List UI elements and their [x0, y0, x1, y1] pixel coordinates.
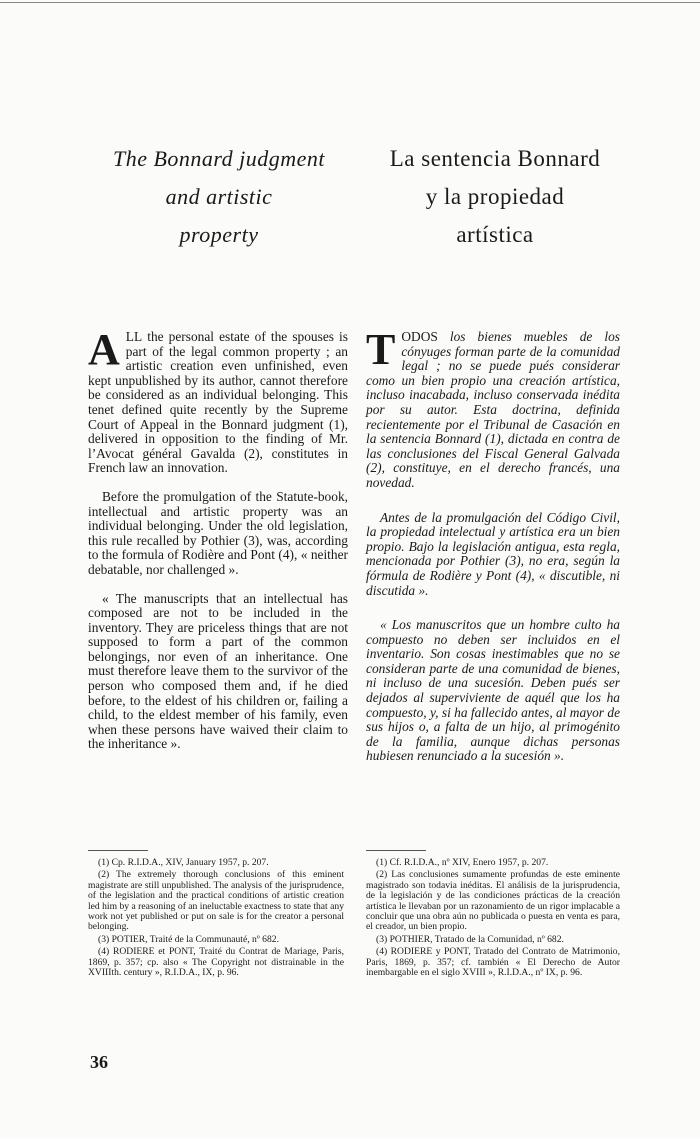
- english-footnote-4: (4) RODIERE et PONT, Traité du Contrat de Mariage, Paris, 1869, p. 357; cp. also « The Copyright not distrainable in the XVIIIth. century », R.I.D.A., IX, p. 96.: [88, 946, 344, 979]
- english-footnote-2: (2) The extremely thorough conclusions of this eminent magistrate are still unpublished. The analysis of the jurisprudence, of the legislation and the practical conditions of artistic creation led him by a reasoning of an ineluctable exactness to state that any work not yet published or put on sale is for the creator a personal belonging.: [88, 869, 344, 933]
- spanish-lead-word: ODOS: [401, 329, 438, 344]
- spanish-footnote-2: (2) Las conclusiones sumamente profundas de este eminente magistrado son todavia inéditas. El análisis de la jurisprudencia, de la legislación y de las condiciones prácticas de la creación artística le llevaban por un razonamiento de un rigor implacable a concluir que una obra aún no publicada o puesta en venta es para, el creador, un bien propio.: [366, 869, 620, 933]
- spanish-footnote-4: (4) RODIERE y PONT, Tratado del Contrato de Matrimonio, Paris, 1869, p. 357; cf. también « El Derecho de Autor inembargable en el siglo XVIII », R.I.D.A., nº IX, p. 96.: [366, 946, 620, 979]
- english-notes-rule: [88, 850, 148, 851]
- top-rule: [0, 2, 700, 3]
- english-title-line-1: The Bonnard judgment: [112, 146, 326, 171]
- spanish-column: [366, 325, 621, 778]
- spanish-footnote-3: (3) POTHIER, Tratado de la Comunidad, nº 682.: [376, 933, 564, 945]
- english-paragraph-2: Before the promulgation of the Statute-book, intellectual and artistic property was an individual belonging. Under the old legislation, this rule recalled by Pothier (3), was, according to the formula of Rodière and Pont (4), « neither debatable, nor challenged ».: [88, 488, 348, 577]
- english-title-line-3: property: [179, 222, 259, 247]
- spanish-paragraph-1: [366, 325, 620, 491]
- english-paragraph-1: [88, 325, 348, 476]
- english-footnote-3: (3) POTIER, Traité de la Communauté, nº 682.: [98, 933, 279, 945]
- spanish-footnote-1: (1) Cf. R.I.D.A., nº XIV, Enero 1957, p. 207.: [376, 857, 549, 868]
- spanish-title-line-2: y la propiedad: [425, 184, 565, 209]
- spanish-paragraph-2: Antes de la promulgación del Código Civil, la propiedad intelectual y artística era un bien propio. Bajo la legislación antigua, esta regla, mencionada por Pothier (3), no era, según la fórmula de Rodière y Pont (4), « discutible, ni discutida ».: [366, 509, 620, 598]
- spanish-title: [368, 140, 622, 254]
- spanish-footnotes: [366, 858, 620, 980]
- english-dropcap: A: [88, 325, 120, 374]
- english-footnotes: [88, 858, 344, 980]
- spanish-dropcap: T: [366, 325, 396, 374]
- english-paragraph-3: « The manuscripts that an intellectual has composed are not to be included in the inventory. They are priceless things that are not supposed to form a part of the common belongings, nor even of an inheritance. One must therefore leave them to the survivor of the person who composed them and, if he died before, to the eldest of his children or, failing a child, to the eldest member of his family, even when these persons have waived their claim to the inheritance ».: [88, 590, 348, 752]
- english-column: [88, 325, 348, 766]
- spanish-notes-rule: [366, 850, 426, 851]
- spanish-title-line-3: artística: [456, 222, 534, 247]
- english-footnote-1: (1) Cp. R.I.D.A., XIV, January 1957, p. 207.: [98, 857, 269, 868]
- english-title: [88, 140, 350, 254]
- english-paragraph-1-text: the personal estate of the spouses is part of the legal common property ; an artistic creation even unfinished, even kept unpublished by its author, cannot therefore be considered as an individual belonging. This tenet defined quite recently by the Supreme Court of Appeal in the Bonnard judgment (1), delivered in opposition to the finding of Mr. l’Avocat général Gavalda (2), constitutes in French law an innovation.: [88, 329, 348, 476]
- english-lead-word: LL: [125, 329, 143, 344]
- english-title-line-2: and artistic: [165, 184, 273, 209]
- spanish-paragraph-3: « Los manuscritos que un hombre culto ha compuesto no deben ser incluidos en el inventario. Son cosas inestimables que no se consideran parte de una comunidad de bienes, ni incluso de una sucesión. Deben pués ser dejados al superviviente de aquél que los ha compuesto, y, si ha fallecido antes, al mayor de sus hijos o, a falta de un hijo, al primogénito de la familia, aunque dichas personas hubiesen renunciado a la sucesión ».: [366, 617, 621, 764]
- spanish-title-line-1: La sentencia Bonnard: [389, 146, 601, 171]
- page-number: 36: [90, 1052, 108, 1072]
- spanish-paragraph-1-text: los bienes muebles de los cónyuges forman parte de la comunidad legal ; no se puede pués considerar como un bien propio una creación artística, incluso inacabada, incluso conservada inédita por su autor. Esta doctrina, definida recientemente por el Tribunal de Casación en la sentencia Bonnard (1), dictada en contra de las conclusiones del Fiscal General Galvada (2), constituye, en el derecho francés, una novedad.: [366, 329, 620, 490]
